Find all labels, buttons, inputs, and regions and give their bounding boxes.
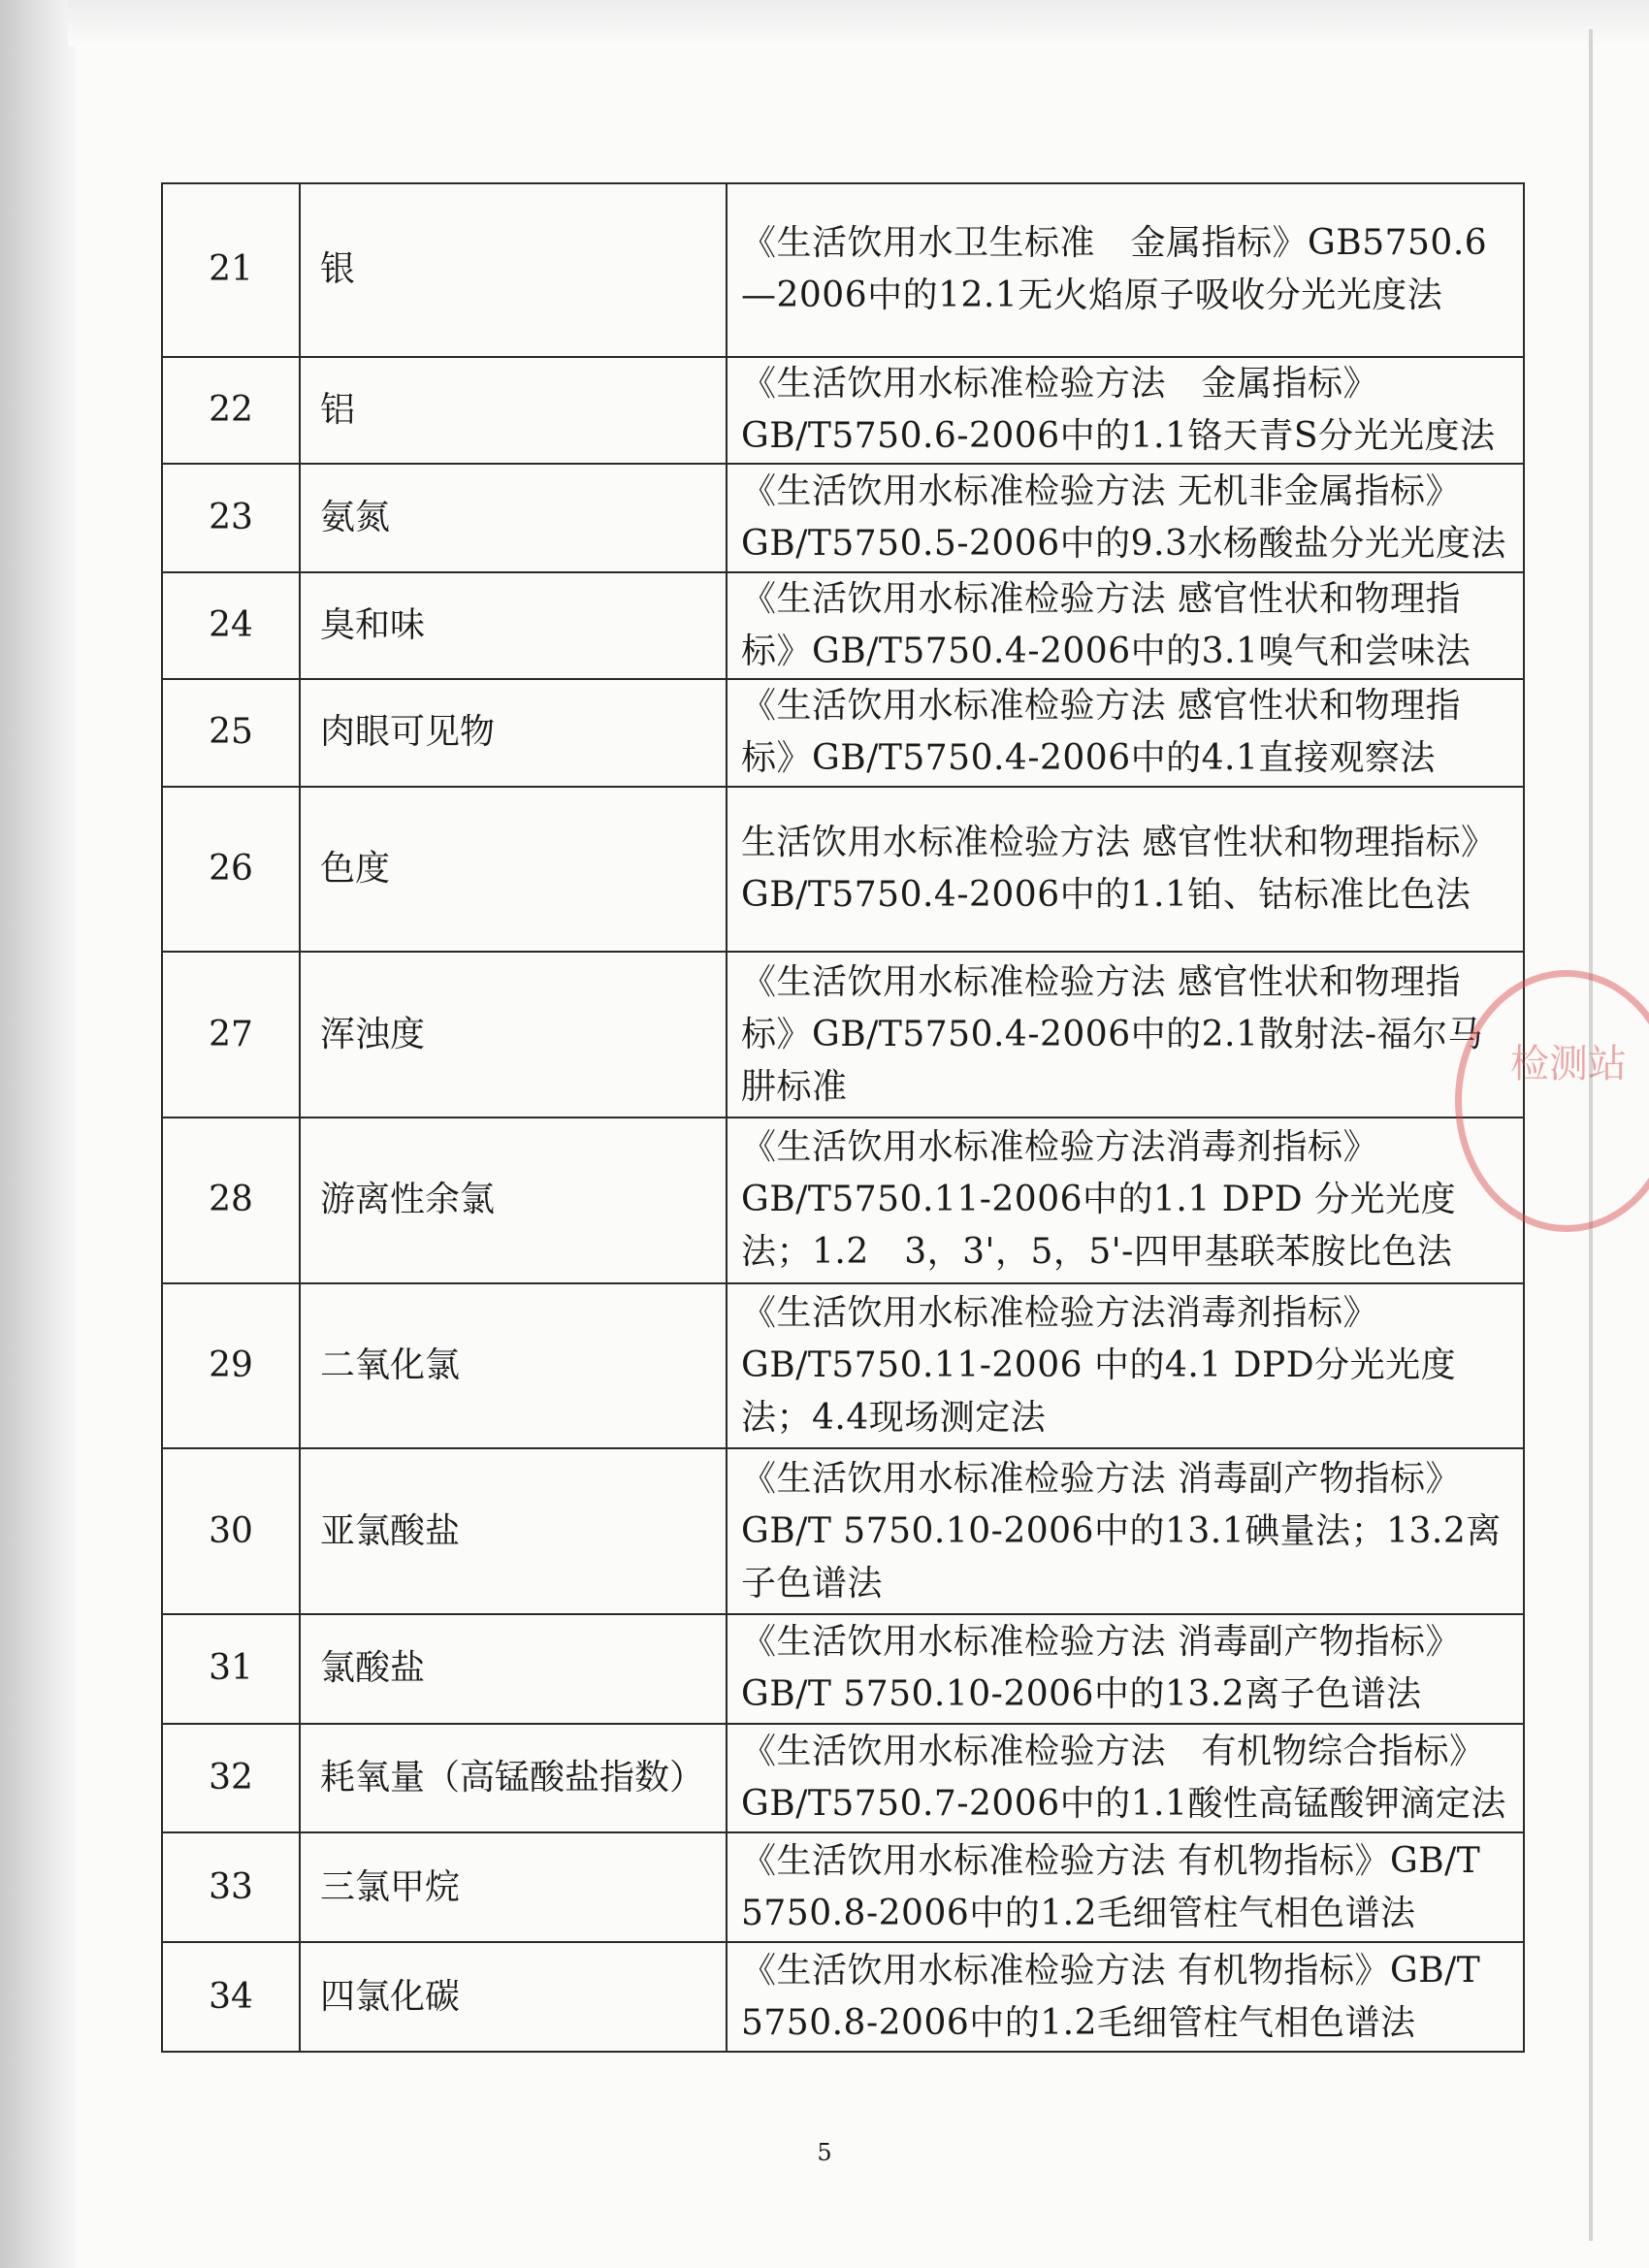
test-item: 四氯化碳 xyxy=(300,1942,727,2052)
test-item: 臭和味 xyxy=(300,572,727,679)
row-number: 25 xyxy=(162,679,300,786)
test-item: 色度 xyxy=(300,787,727,953)
row-number: 31 xyxy=(162,1614,300,1723)
test-item: 银 xyxy=(300,183,727,357)
test-method: 《生活饮用水标准检验方法 有机物指标》GB/T 5750.8-2006中的1.2毛细管柱气相色谱法 xyxy=(727,1942,1524,2052)
test-method: 《生活饮用水标准检验方法 有机物指标》GB/T 5750.8-2006中的1.2毛细管柱气相色谱法 xyxy=(727,1832,1524,1942)
test-item: 氯酸盐 xyxy=(300,1614,727,1723)
row-number: 22 xyxy=(162,357,300,464)
test-item: 亚氯酸盐 xyxy=(300,1448,727,1614)
row-number: 34 xyxy=(162,1942,300,2052)
table-row xyxy=(162,1832,1524,1942)
table-row xyxy=(162,787,1524,953)
test-method: 《生活饮用水标准检验方法消毒剂指标》GB/T5750.11-2006 中的4.1 DPD分光光度法；4.4现场测定法 xyxy=(727,1283,1524,1449)
test-method: 《生活饮用水卫生标准 金属指标》GB5750.6—2006中的12.1无火焰原子吸收分光光度法 xyxy=(727,183,1524,357)
test-item: 铝 xyxy=(300,357,727,464)
test-method: 《生活饮用水标准检验方法 消毒副产物指标》GB/T 5750.10-2006中的13.1碘量法；13.2离子色谱法 xyxy=(727,1448,1524,1614)
row-number: 28 xyxy=(162,1118,300,1283)
test-method: 《生活饮用水标准检验方法 无机非金属指标》GB/T5750.5-2006中的9.3水杨酸盐分光光度法 xyxy=(727,464,1524,571)
test-item: 游离性余氯 xyxy=(300,1118,727,1283)
table-row xyxy=(162,952,1524,1118)
table-row xyxy=(162,357,1524,464)
test-item: 肉眼可见物 xyxy=(300,679,727,786)
test-item: 耗氧量（高锰酸盐指数） xyxy=(300,1724,727,1832)
row-number: 32 xyxy=(162,1724,300,1832)
row-number: 24 xyxy=(162,572,300,679)
row-number: 29 xyxy=(162,1283,300,1449)
table-row xyxy=(162,1448,1524,1614)
row-number: 26 xyxy=(162,787,300,953)
table-row xyxy=(162,1942,1524,2052)
test-method: 《生活饮用水标准检验方法 感官性状和物理指标》GB/T5750.4-2006中的2.1散射法-福尔马肼标准 xyxy=(727,952,1524,1118)
table-row xyxy=(162,1283,1524,1449)
table-row xyxy=(162,1118,1524,1283)
test-method: 《生活饮用水标准检验方法 金属指标》GB/T5750.6-2006中的1.1铬天青S分光光度法 xyxy=(727,357,1524,464)
row-number: 27 xyxy=(162,952,300,1118)
table-row xyxy=(162,464,1524,571)
test-method: 《生活饮用水标准检验方法消毒剂指标》GB/T5750.11-2006中的1.1 DPD 分光光度法；1.2 3，3'，5，5'-四甲基联苯胺比色法 xyxy=(727,1118,1524,1283)
row-number: 33 xyxy=(162,1832,300,1942)
scan-shadow-top xyxy=(68,0,1649,47)
row-number: 21 xyxy=(162,183,300,357)
test-item: 三氯甲烷 xyxy=(300,1832,727,1942)
test-method: 生活饮用水标准检验方法 感官性状和物理指标》GB/T5750.4-2006中的1.1铂、钴标准比色法 xyxy=(727,787,1524,953)
row-number: 30 xyxy=(162,1448,300,1614)
test-method: 《生活饮用水标准检验方法 感官性状和物理指标》GB/T5750.4-2006中的3.1嗅气和尝味法 xyxy=(727,572,1524,679)
test-method: 《生活饮用水标准检验方法 消毒副产物指标》GB/T 5750.10-2006中的13.2离子色谱法 xyxy=(727,1614,1524,1723)
scan-shadow-left xyxy=(0,0,76,2268)
table-row xyxy=(162,1724,1524,1832)
table-row xyxy=(162,183,1524,357)
test-item: 浑浊度 xyxy=(300,952,727,1118)
test-item: 氨氮 xyxy=(300,464,727,571)
test-methods-table xyxy=(161,182,1525,2053)
test-method: 《生活饮用水标准检验方法 有机物综合指标》GB/T5750.7-2006中的1.1酸性高锰酸钾滴定法 xyxy=(727,1724,1524,1832)
test-method: 《生活饮用水标准检验方法 感官性状和物理指标》GB/T5750.4-2006中的4.1直接观察法 xyxy=(727,679,1524,786)
row-number: 23 xyxy=(162,464,300,571)
table-row xyxy=(162,679,1524,786)
test-item: 二氧化氯 xyxy=(300,1283,727,1449)
page-number: 5 xyxy=(817,2139,832,2166)
table-row xyxy=(162,572,1524,679)
red-seal-stamp: 检测站 xyxy=(1455,970,1649,1232)
table-row xyxy=(162,1614,1524,1723)
